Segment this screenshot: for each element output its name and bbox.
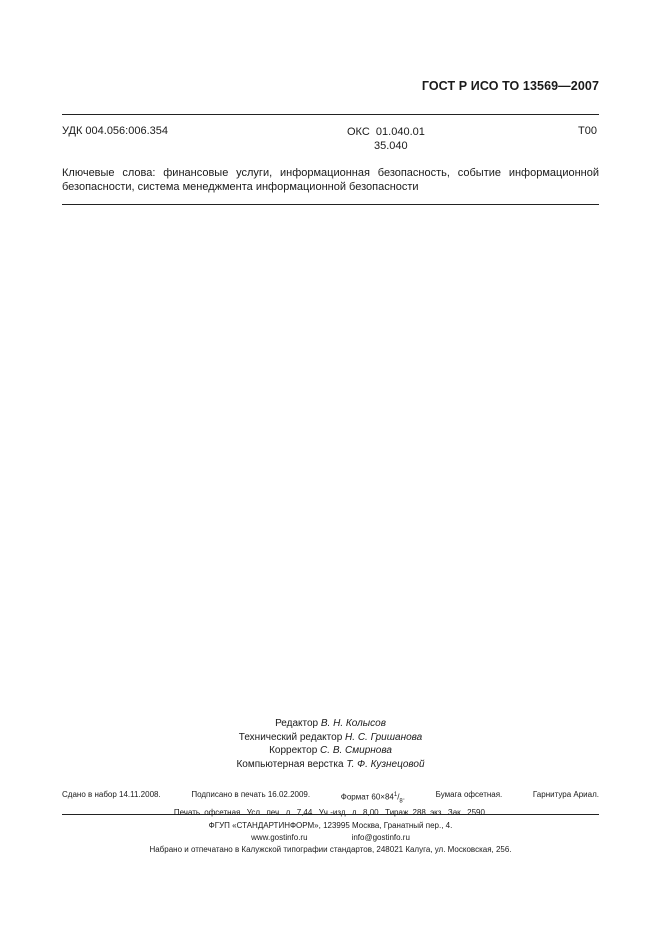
- keywords-divider: [62, 204, 599, 205]
- print-info-line-2: Печать офсетная. Усл. печ. л. 7,44. Уч.-изд. л. 8,00. Тираж 288 экз. Зак. 2590.: [173, 808, 488, 818]
- t-code: Т00: [578, 125, 597, 137]
- staff-name: Н. С. Гришанова: [345, 731, 423, 743]
- signed-date: Подписано в печать 16.02.2009.: [191, 790, 311, 799]
- publisher-email: info@gostinfo.ru: [351, 833, 410, 842]
- oks-line: [347, 125, 425, 139]
- oks-label: ОКС: [347, 126, 370, 138]
- staff-role: Технический редактор: [238, 731, 343, 743]
- staff-name: С. В. Смирнова: [320, 745, 392, 756]
- bottom-divider: [62, 814, 599, 815]
- publisher-info: [0, 820, 661, 856]
- document-code: ГОСТ Р ИСО ТО 13569—2007: [421, 79, 599, 93]
- publisher-address: ФГУП «СТАНДАРТИНФОРМ», 123995 Москва, Гранатный пер., 4.: [208, 821, 453, 830]
- udk-code: УДК 004.056:006.354: [62, 125, 168, 137]
- paper-format: Формат $60\times 84^1/_8$.: [340, 792, 405, 805]
- keywords-text: Ключевые слова: финансовые услуги, информационная безопасность, событие информационной безопасности, система менеджмента информационной безопасности: [62, 167, 599, 193]
- staff-name: Т. Ф. Кузнецовой: [346, 758, 425, 770]
- publisher-contacts: [0, 832, 661, 844]
- staff-row-layout: [0, 758, 661, 772]
- staff-role: Компьютерная верстка: [236, 758, 344, 770]
- staff-name: В. Н. Колысов: [320, 718, 386, 729]
- staff-credits: [0, 717, 661, 771]
- oks-code-2: 35.040: [374, 140, 408, 152]
- print-info-line-1: [62, 789, 599, 807]
- staff-row-editor: [0, 717, 661, 731]
- staff-row-tech-editor: [0, 731, 661, 745]
- oks-code-1: 01.040.01: [375, 126, 425, 138]
- publisher-website: www.gostinfo.ru: [251, 833, 308, 842]
- staff-role: Корректор: [269, 745, 318, 756]
- printing-house: Набрано и отпечатано в Калужской типографии стандартов, 248021 Калуга, ул. Московская, 256.: [149, 845, 512, 854]
- oks-block: [347, 125, 425, 153]
- staff-role: Редактор: [275, 718, 319, 729]
- staff-row-corrector: [0, 744, 661, 758]
- paper-type: Бумага офсетная.: [435, 790, 503, 799]
- typeface: Гарнитура Ариал.: [532, 790, 599, 799]
- submitted-date: Сдано в набор 14.11.2008.: [62, 790, 161, 799]
- top-divider: [62, 114, 599, 115]
